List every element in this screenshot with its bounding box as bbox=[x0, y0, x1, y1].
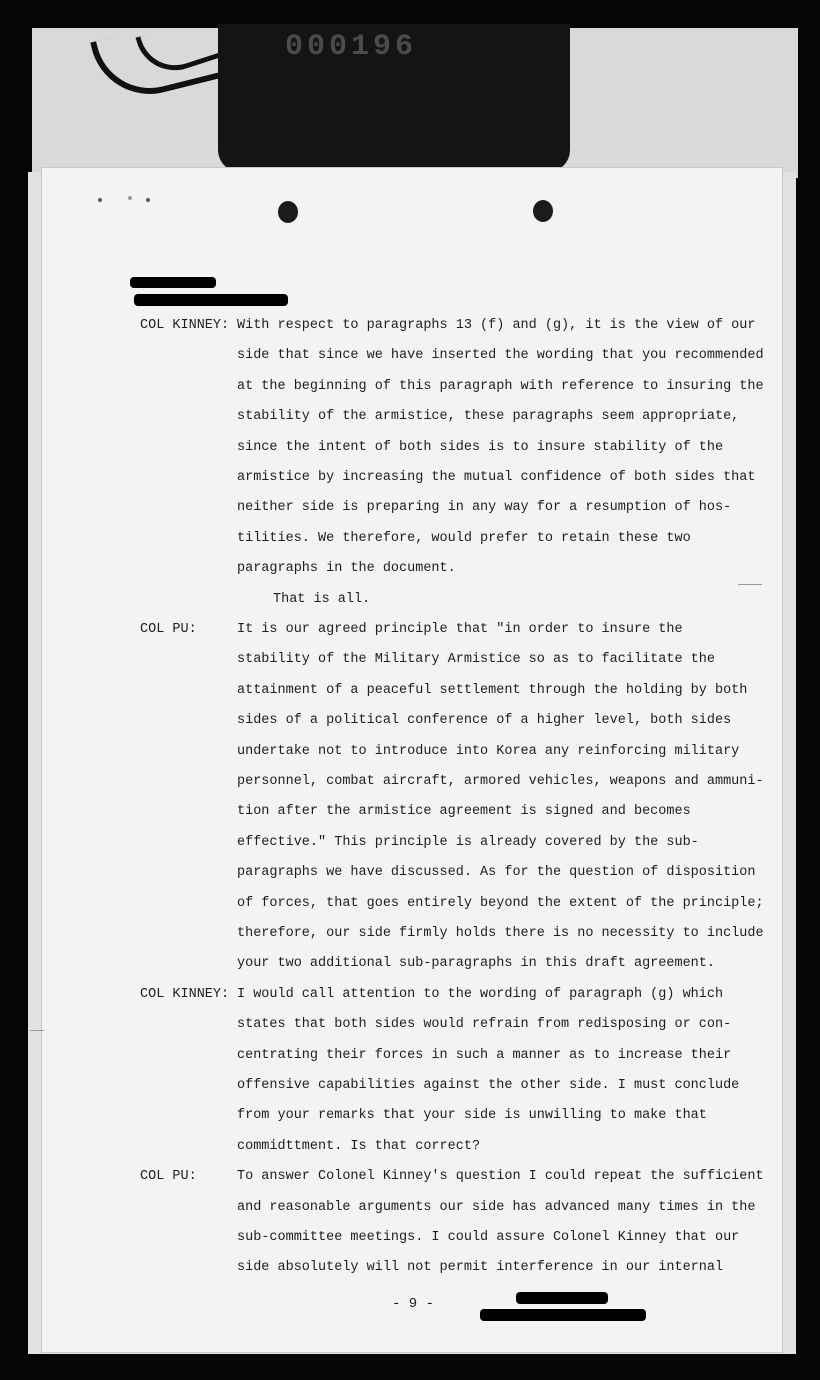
classification-redaction-bottom bbox=[134, 294, 288, 306]
transcript-line: stability of the Military Armistice so as to facilitate the bbox=[237, 652, 715, 668]
transcript-line: undertake not to introduce into Korea any reinforcing military bbox=[237, 743, 740, 759]
archive-stamp-number: 000196 bbox=[285, 30, 418, 64]
speaker-label: COL KINNEY: bbox=[140, 318, 230, 333]
transcript-line: To answer Colonel Kinney's question I could repeat the sufficient bbox=[237, 1169, 764, 1185]
transcript-line: armistice by increasing the mutual confidence of both sides that bbox=[237, 470, 756, 485]
transcript-line: sub-committee meetings. I could assure Colonel Kinney that our bbox=[237, 1230, 740, 1245]
speaker-label: COL PU: bbox=[140, 1169, 197, 1185]
transcript-line: attainment of a peaceful settlement through the holding by both bbox=[237, 682, 748, 698]
ink-speck bbox=[98, 198, 102, 202]
transcript-line: It is our agreed principle that "in order to insure the bbox=[237, 622, 683, 637]
margin-mark bbox=[738, 584, 762, 585]
transcript-line: With respect to paragraphs 13 (f) and (g), it is the view of our bbox=[237, 318, 756, 333]
transcript-line: paragraphs in the document. bbox=[237, 561, 456, 577]
classification-redaction-top bbox=[130, 277, 216, 288]
speaker-label: COL KINNEY: bbox=[140, 986, 230, 1002]
speaker-label: COL PU: bbox=[140, 622, 197, 637]
transcript-line: I would call attention to the wording of paragraph (g) which bbox=[237, 986, 724, 1002]
transcript-line: centrating their forces in such a manner as to increase their bbox=[237, 1047, 732, 1063]
transcript-line: and reasonable arguments our side has advanced many times in the bbox=[237, 1199, 756, 1215]
transcript-line: neither side is preparing in any way for a resumption of hos- bbox=[237, 500, 732, 516]
transcript-line: of forces, that goes entirely beyond the extent of the principle; bbox=[237, 895, 764, 911]
closing-remark: That is all. bbox=[273, 591, 371, 607]
transcript-line: from your remarks that your side is unwilling to make that bbox=[237, 1108, 707, 1124]
transcript-line: since the intent of both sides is to insure stability of the bbox=[237, 439, 724, 455]
punch-hole-right bbox=[533, 200, 553, 222]
transcript-line: effective." This principle is already covered by the sub- bbox=[237, 834, 699, 850]
classification-redaction-footer-bottom bbox=[480, 1309, 646, 1321]
transcript-line: your two additional sub-paragraphs in this draft agreement. bbox=[237, 956, 715, 972]
transcript-line: side that since we have inserted the wording that you recommended bbox=[237, 348, 764, 364]
transcript-line: paragraphs we have discussed. As for the question of disposition bbox=[237, 865, 756, 881]
transcript-line: commidttment. Is that correct? bbox=[237, 1138, 481, 1154]
transcript-line: side absolutely will not permit interference in our internal bbox=[237, 1260, 724, 1276]
transcript-line: sides of a political conference of a higher level, both sides bbox=[237, 713, 732, 729]
ink-speck bbox=[146, 198, 150, 202]
classification-redaction-footer-top bbox=[516, 1292, 608, 1304]
transcript-line: offensive capabilities against the other side. I must conclude bbox=[237, 1078, 740, 1093]
transcript-line: personnel, combat aircraft, armored vehicles, weapons and ammuni- bbox=[237, 774, 764, 789]
ink-speck bbox=[128, 196, 132, 200]
punch-hole-left bbox=[278, 201, 298, 223]
transcript-line: tion after the armistice agreement is signed and becomes bbox=[237, 804, 691, 820]
transcript-line: therefore, our side firmly holds there is no necessity to include bbox=[237, 926, 764, 941]
transcript-line: states that both sides would refrain from redisposing or con- bbox=[237, 1017, 732, 1033]
transcript-line: stability of the armistice, these paragraphs seem appropriate, bbox=[237, 409, 740, 425]
transcript-line: tilities. We therefore, would prefer to retain these two bbox=[237, 530, 691, 546]
transcript-line: at the beginning of this paragraph with reference to insuring the bbox=[237, 378, 764, 394]
margin-mark bbox=[30, 1030, 44, 1031]
page-number: - 9 - bbox=[392, 1296, 435, 1312]
